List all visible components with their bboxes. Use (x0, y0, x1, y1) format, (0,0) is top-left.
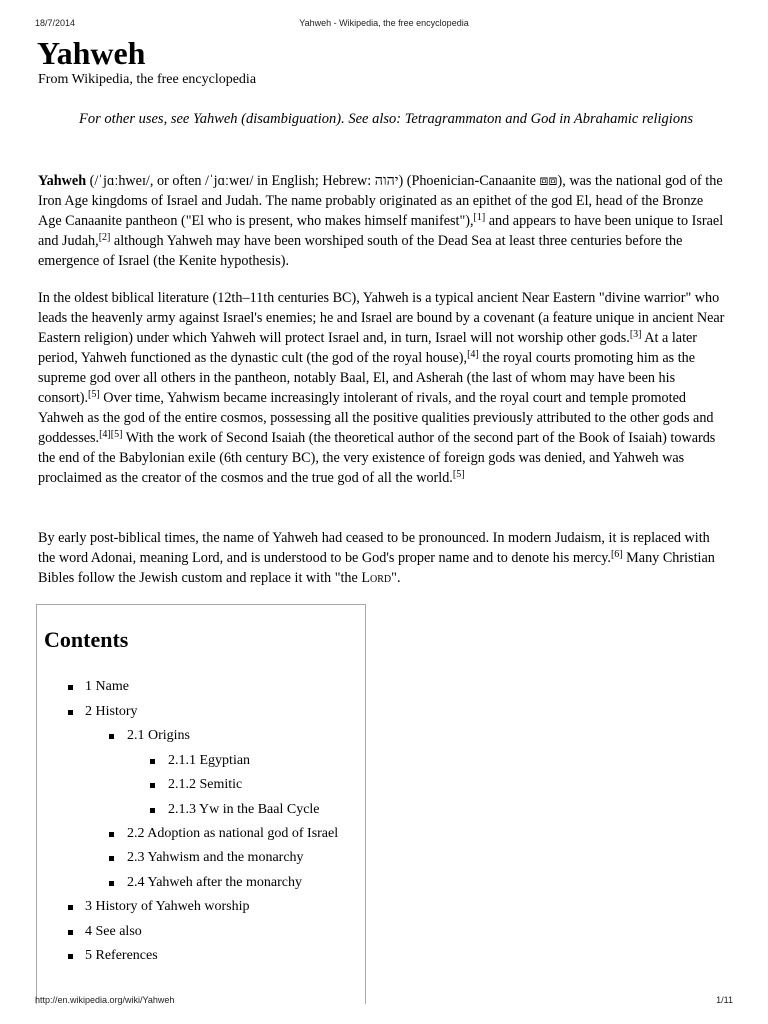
p3-text-1: By early post-biblical times, the name of Yahweh had ceased to be pronounced. In modern Judaism, it is replaced with the word Adonai, meaning Lord, and is understood to be God's proper name and to denote his mercy. (38, 530, 710, 566)
toc-item-origins[interactable]: 2.1 Origins (109, 727, 190, 745)
intro-paragraph-2 (38, 288, 728, 488)
toc-item-references[interactable]: 5 References (68, 947, 158, 965)
page-number: 1/11 (716, 995, 733, 1005)
p1-text-3: although Yahweh may have been worshiped south of the Dead Sea at least three centuries before the emergence of Israel (the Kenite hypothesis). (38, 233, 683, 269)
toc-item-semitic[interactable]: 2.1.2 Semitic (150, 776, 242, 794)
bullet-icon (109, 856, 114, 861)
citation-3[interactable]: [3] (629, 329, 642, 340)
bullet-icon (150, 759, 155, 764)
citation-5b[interactable]: [5] (110, 429, 123, 440)
citation-5c[interactable]: [5] (452, 469, 465, 480)
p2-text-5: With the work of Second Isaiah (the theoretical author of the second part of the Book of Isaiah) towards the end of the Babylonian exile (6th century BC), the very existence of foreign gods was denied, and Yahweh was proclaimed as the creator of the cosmos and the true god of all the world. (38, 430, 716, 486)
citation-1[interactable]: [1] (473, 212, 486, 223)
table-of-contents (36, 604, 366, 1004)
toc-item-adoption[interactable]: 2.2 Adoption as national god of Israel (109, 825, 338, 843)
print-date: 18/7/2014 (35, 18, 76, 28)
print-footer (35, 995, 733, 1007)
toc-item-egyptian[interactable]: 2.1.1 Egyptian (150, 752, 250, 770)
bullet-icon (68, 905, 73, 910)
bullet-icon (109, 881, 114, 886)
p2-text-2: At a later period, Yahweh functioned as the dynastic cult (the god of the royal house), (38, 330, 698, 366)
citation-4[interactable]: [4] (467, 349, 479, 360)
bullet-icon (109, 734, 114, 739)
print-title: Yahweh - Wikipedia, the free encyclopedia (299, 18, 469, 28)
p1-text-2: and appears to have been unique to Israel and Judah, (38, 213, 724, 249)
toc-item-history[interactable]: 2 History (68, 703, 138, 721)
toc-item-worship-history[interactable]: 3 History of Yahweh worship (68, 898, 250, 916)
intro-paragraph-1 (38, 171, 728, 271)
intro-paragraph-3 (38, 528, 728, 588)
bullet-icon (68, 930, 73, 935)
citation-4b[interactable]: [4] (99, 429, 111, 440)
p2-text-4: Over time, Yahwism became increasingly intolerant of rivals, and the royal court and temple promoted Yahweh as the god of the entire cosmos, possessing all the positive qualities previously attributed to the other gods and goddesses. (38, 390, 714, 446)
lord-smallcaps: Lord (361, 570, 392, 586)
toc-item-see-also[interactable]: 4 See also (68, 923, 142, 941)
bullet-icon (150, 808, 155, 813)
bullet-icon (150, 783, 155, 788)
citation-2[interactable]: [2] (98, 232, 111, 243)
site-tagline: From Wikipedia, the free encyclopedia (38, 72, 257, 87)
p3-text-3: ". (391, 570, 401, 586)
citation-5[interactable]: [5] (88, 389, 100, 400)
toc-item-name[interactable]: 1 Name (68, 678, 129, 696)
page-url: http://en.wikipedia.org/wiki/Yahweh (35, 995, 175, 1005)
p1-text-1: (/ˈjɑːhweɪ/, or often /ˈjɑːweɪ/ in English; Hebrew: יהוה) (Phoenician-Canaanite ⧈⧈), was the national god of the Iron Age kingdoms of Israel and Judah. The name probably originated as an epithet of the god El, head of the Bronze Age Canaanite pantheon ("El who is present, who makes himself manifest"), (38, 173, 723, 229)
bullet-icon (68, 685, 73, 690)
lead-term: Yahweh (38, 173, 87, 189)
toc-item-monarchy[interactable]: 2.3 Yahwism and the monarchy (109, 849, 304, 867)
citation-6[interactable]: [6] (610, 549, 623, 560)
bullet-icon (109, 832, 114, 837)
bullet-icon (68, 954, 73, 959)
page-title: Yahweh (37, 35, 146, 71)
p2-text-3: the royal courts promoting him as the supreme god over all others in the pantheon, notably Baal, El, and Asherah (the last of whom may have been his consort). (38, 350, 696, 406)
hatnote[interactable]: For other uses, see Yahweh (disambiguation). See also: Tetragrammaton and God in Abrahamic religions (79, 111, 693, 127)
bullet-icon (68, 710, 73, 715)
p3-text-2: Many Christian Bibles follow the Jewish custom and replace it with "the (38, 550, 715, 586)
print-header (35, 18, 733, 30)
p2-text-1: In the oldest biblical literature (12th–11th centuries BC), Yahweh is a typical ancient Near Eastern "divine warrior" who leads the heavenly army against Israel's enemies; he and Israel are bound by a covenant (a feature unique in ancient Near Eastern religion) under which Yahweh will protect Israel and, in turn, Israel will not worship other gods. (38, 290, 725, 346)
toc-title: Contents (44, 627, 129, 652)
toc-item-after-monarchy[interactable]: 2.4 Yahweh after the monarchy (109, 874, 302, 892)
toc-item-yw-baal-cycle[interactable]: 2.1.3 Yw in the Baal Cycle (150, 801, 320, 819)
